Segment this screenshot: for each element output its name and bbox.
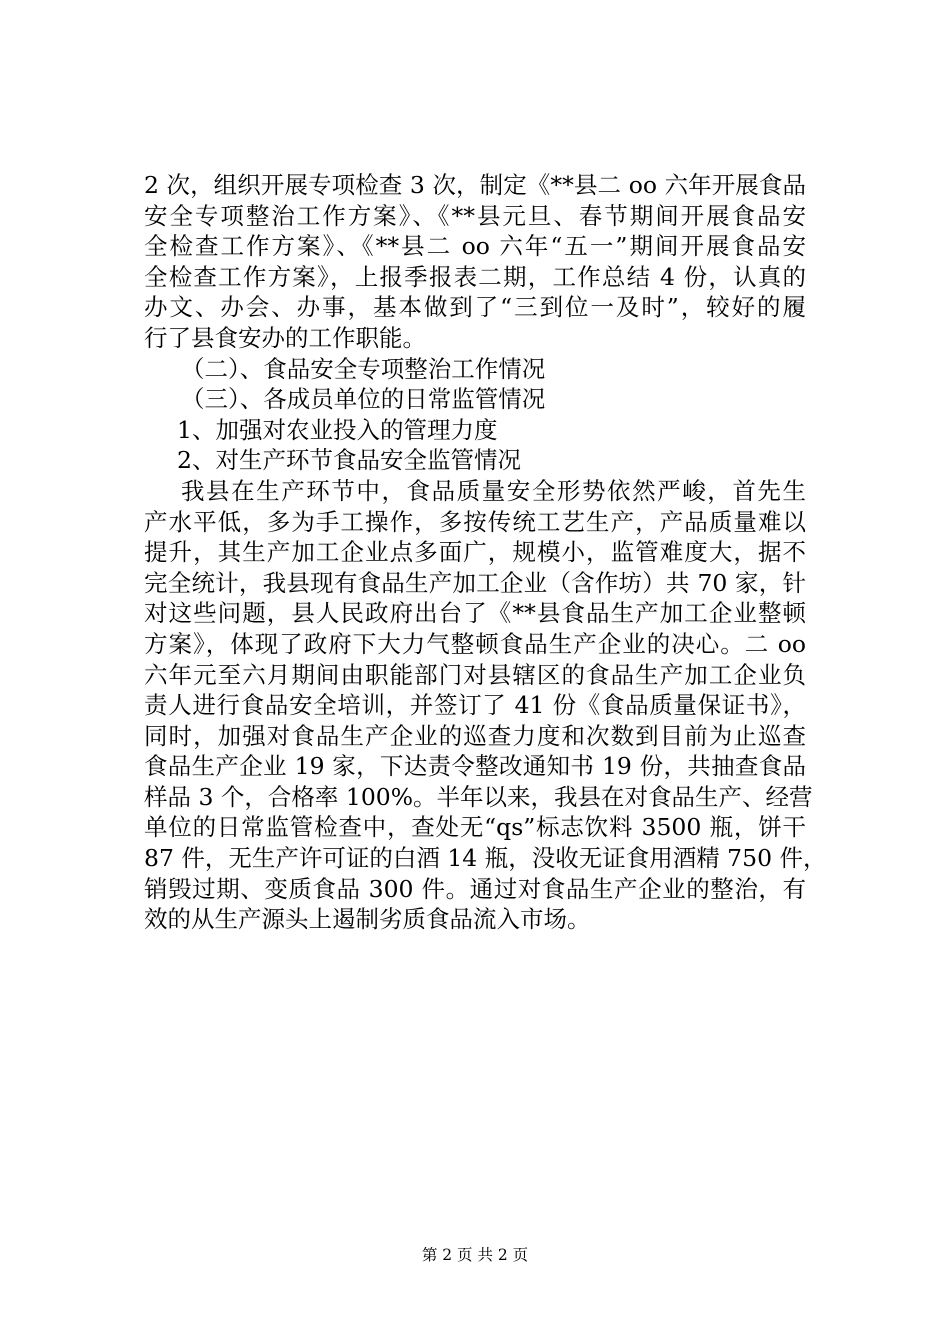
text-line: 样品 3 个，合格率 100%。半年以来，我县在对食品生产、经营 (144, 782, 813, 811)
text-line: 行了县食安办的工作职能。 (144, 323, 426, 352)
subsection-heading: 2、对生产环节食品安全监管情况 (177, 446, 521, 475)
text-line: 完全统计，我县现有食品生产加工企业（含作坊）共 70 家，针 (144, 568, 806, 597)
text-line: 对这些问题，县人民政府出台了《**县食品生产加工企业整顿 (144, 599, 806, 628)
text-line: 全检查工作方案》、《**县二 oo 六年“五一”期间开展食品安 (144, 232, 806, 261)
section-heading: （二）、食品安全专项整治工作情况 (181, 354, 546, 383)
text-line: 87 件，无生产许可证的白酒 14 瓶，没收无证食用酒精 750 件， (144, 844, 827, 873)
section-heading: （三）、各成员单位的日常监管情况 (181, 385, 546, 414)
text-line: 销毁过期、变质食品 300 件。通过对食品生产企业的整治，有 (144, 874, 806, 903)
text-line: 提升，其生产加工企业点多面广，规模小，监管难度大，据不 (144, 538, 806, 567)
text-line: 六年元至六月期间由职能部门对县辖区的食品生产加工企业负 (144, 660, 806, 689)
subsection-heading: 1、加强对农业投入的管理力度 (177, 415, 498, 444)
text-line: 2 次，组织开展专项检查 3 次，制定《**县二 oo 六年开展食品 (144, 171, 806, 199)
text-line: 方案》，体现了政府下大力气整顿食品生产企业的决心。二 oo (144, 629, 806, 658)
page-number-footer: 第 2 页 共 2 页 (421, 1246, 529, 1264)
text-line: 我县在生产环节中，食品质量安全形势依然严峻，首先生 (181, 476, 806, 505)
text-line: 食品生产企业 19 家，下达责令整改通知书 19 份，共抽查食品 (144, 752, 806, 781)
text-line: 效的从生产源头上遏制劣质食品流入市场。 (144, 905, 591, 934)
text-line: 安全专项整治工作方案》、《**县元旦、春节期间开展食品安 (144, 201, 806, 230)
text-line: 产水平低，多为手工操作，多按传统工艺生产，产品质量难以 (144, 507, 806, 536)
document-body (144, 170, 827, 935)
text-line: 单位的日常监管检查中，查处无“qs”标志饮料 3500 瓶，饼干 (144, 813, 806, 842)
text-line: 责人进行食品安全培训，并签订了 41 份《食品质量保证书》， (144, 691, 806, 720)
text-line: 全检查工作方案》，上报季报表二期，工作总结 4 份，认真的 (144, 262, 806, 291)
text-line: 办文、办会、办事，基本做到了“三到位一及时”，较好的履 (144, 293, 806, 322)
text-line: 同时，加强对食品生产企业的巡查力度和次数到目前为止巡查 (144, 721, 806, 750)
